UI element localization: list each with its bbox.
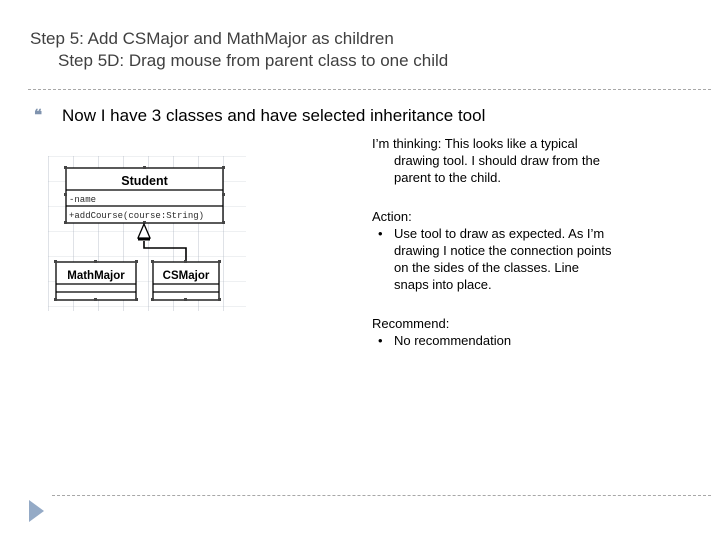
footer-divider: [52, 495, 711, 496]
uml-class-diagram-image: [48, 156, 246, 311]
body-bullet-text: Now I have 3 classes and have selected inheritance tool: [62, 106, 486, 125]
thinking-paragraph: [372, 135, 702, 186]
thinking-line-2: drawing tool. I should draw from the: [394, 153, 600, 168]
uml-child-class-mathmajor: [54, 260, 138, 301]
uml-method-addcourse: +addCourse(course:String): [69, 211, 205, 221]
thinking-block: [372, 135, 702, 186]
play-triangle-icon: [29, 500, 44, 522]
uml-parent-class-student: [64, 166, 225, 224]
thinking-line-1: I’m thinking: This looks like a typical: [372, 136, 578, 151]
action-line-3: on the sides of the classes. Line: [394, 260, 580, 275]
recommend-bullet-icon: •: [378, 333, 383, 348]
slide-title-line-1: Step 5: Add CSMajor and MathMajor as children: [30, 29, 394, 48]
uml-inheritance-connector: [138, 224, 186, 262]
recommend-bullet-item: [372, 332, 702, 349]
recommend-block: [372, 315, 702, 349]
action-bullet-icon: •: [378, 226, 383, 241]
uml-class-name-student: Student: [121, 174, 168, 188]
action-heading: Action:: [372, 209, 412, 224]
slide-title: [30, 28, 690, 72]
uml-child-class-csmajor: [151, 260, 221, 301]
annotation-column: [372, 135, 702, 363]
uml-class-name-mathmajor: MathMajor: [67, 270, 125, 282]
header-divider: [28, 89, 711, 90]
uml-class-name-csmajor: CSMajor: [162, 270, 210, 282]
quote-bullet-icon: ❝: [34, 107, 43, 124]
action-block: [372, 208, 702, 293]
slide-title-line-2: Step 5D: Drag mouse from parent class to one child: [58, 51, 449, 70]
recommend-line-1: No recommendation: [394, 333, 512, 348]
recommend-heading: Recommend:: [372, 316, 450, 331]
thinking-line-3: parent to the child.: [394, 170, 501, 185]
action-bullet-item: [372, 225, 702, 293]
uml-diagram-svg: [48, 156, 246, 311]
body-bullet: [34, 104, 674, 128]
action-line-1: Use tool to draw as expected. As I’m: [394, 226, 605, 241]
uml-attribute-name: -name: [69, 195, 97, 205]
action-line-4: snaps into place.: [394, 277, 492, 292]
action-line-2: drawing I notice the connection points: [394, 243, 612, 258]
